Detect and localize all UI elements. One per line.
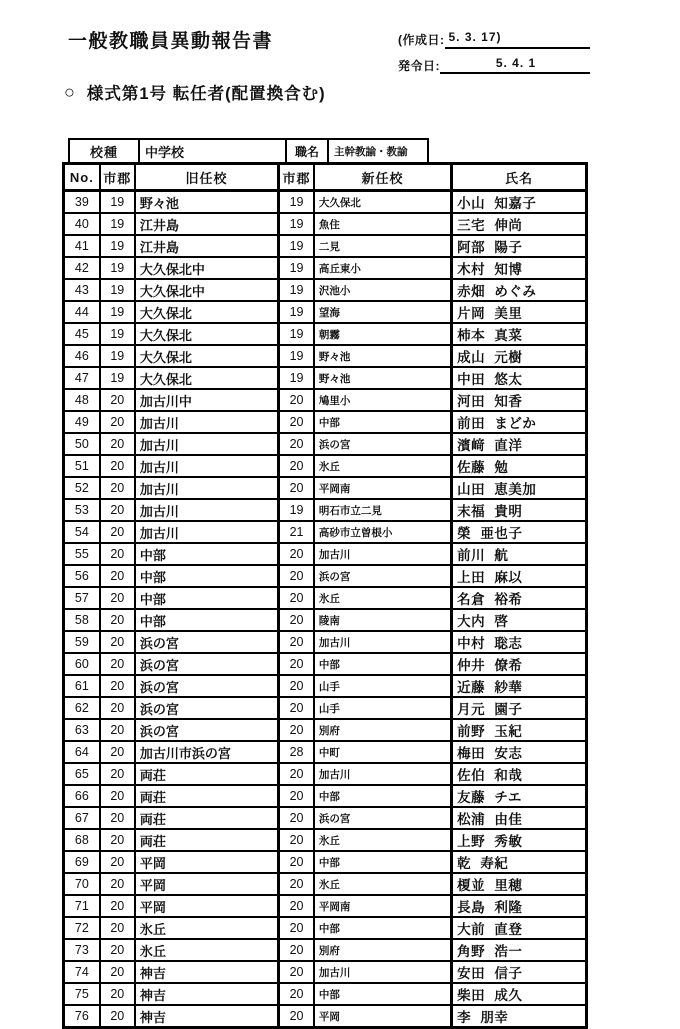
old-school: 両荘 xyxy=(135,807,279,829)
old-school: 加古川 xyxy=(135,433,279,455)
new-school: 氷丘 xyxy=(314,873,452,895)
old-city-code: 20 xyxy=(100,543,135,565)
teacher-name: 上野 秀敏 xyxy=(452,829,587,851)
new-city-code: 20 xyxy=(279,719,314,741)
old-city-code: 20 xyxy=(100,917,135,939)
issued-date-label: 発令日: xyxy=(398,58,440,73)
table-row xyxy=(64,653,587,675)
new-school: 魚住 xyxy=(314,213,452,235)
old-school: 中部 xyxy=(135,587,279,609)
old-school: 平岡 xyxy=(135,873,279,895)
new-city-code: 20 xyxy=(279,851,314,873)
table-row xyxy=(64,499,587,521)
new-city-code: 20 xyxy=(279,807,314,829)
new-city-code: 21 xyxy=(279,521,314,543)
old-city-code: 20 xyxy=(100,939,135,961)
issued-date-line xyxy=(398,56,590,75)
teacher-name: 近藤 紗華 xyxy=(452,675,587,697)
new-city-code: 20 xyxy=(279,785,314,807)
old-school: 中部 xyxy=(135,609,279,631)
teacher-name: 柴田 成久 xyxy=(452,983,587,1005)
teacher-name: 濱﨑 直洋 xyxy=(452,433,587,455)
row-no: 62 xyxy=(64,697,100,719)
issued-date-value: 5. 4. 1 xyxy=(440,56,590,75)
row-no: 51 xyxy=(64,455,100,477)
old-city-code: 20 xyxy=(100,785,135,807)
new-school: 浜の宮 xyxy=(314,807,452,829)
new-school: 中部 xyxy=(314,411,452,433)
old-school: 氷丘 xyxy=(135,939,279,961)
new-city-code: 20 xyxy=(279,653,314,675)
new-city-code: 19 xyxy=(279,257,314,279)
teacher-name: 山田 恵美加 xyxy=(452,477,587,499)
new-school: 朝霧 xyxy=(314,323,452,345)
teacher-name: 大内 啓 xyxy=(452,609,587,631)
row-no: 41 xyxy=(64,235,100,257)
new-school: 浜の宮 xyxy=(314,433,452,455)
teacher-name: 角野 浩一 xyxy=(452,939,587,961)
old-city-code: 20 xyxy=(100,851,135,873)
row-no: 68 xyxy=(64,829,100,851)
old-city-code: 20 xyxy=(100,697,135,719)
new-city-code: 20 xyxy=(279,983,314,1005)
old-city-code: 19 xyxy=(100,191,135,214)
old-city-code: 20 xyxy=(100,389,135,411)
table-row xyxy=(64,697,587,719)
old-school: 大久保北 xyxy=(135,345,279,367)
new-school: 野々池 xyxy=(314,345,452,367)
row-no: 73 xyxy=(64,939,100,961)
old-school: 加古川中 xyxy=(135,389,279,411)
old-city-code: 20 xyxy=(100,433,135,455)
new-city-code: 19 xyxy=(279,213,314,235)
old-school: 浜の宮 xyxy=(135,675,279,697)
new-city-code: 20 xyxy=(279,697,314,719)
old-school: 野々池 xyxy=(135,191,279,214)
new-city-code: 28 xyxy=(279,741,314,763)
created-date-value: 5. 3. 17) xyxy=(445,30,591,49)
old-city-code: 19 xyxy=(100,323,135,345)
table-row xyxy=(64,235,587,257)
old-school: 中部 xyxy=(135,565,279,587)
old-city-code: 19 xyxy=(100,235,135,257)
row-no: 63 xyxy=(64,719,100,741)
new-city-code: 20 xyxy=(279,873,314,895)
teacher-name: 友藤 チエ xyxy=(452,785,587,807)
old-school: 大久保北 xyxy=(135,323,279,345)
old-school: 大久保北中 xyxy=(135,279,279,301)
old-city-code: 19 xyxy=(100,213,135,235)
info-row xyxy=(69,139,428,163)
table-row xyxy=(64,323,587,345)
old-city-code: 20 xyxy=(100,499,135,521)
row-no: 65 xyxy=(64,763,100,785)
table-row xyxy=(64,565,587,587)
new-city-code: 20 xyxy=(279,763,314,785)
old-city-code: 19 xyxy=(100,301,135,323)
table-row xyxy=(64,1005,587,1028)
new-school: 別府 xyxy=(314,939,452,961)
old-city-code: 20 xyxy=(100,983,135,1005)
table-row xyxy=(64,521,587,543)
row-no: 59 xyxy=(64,631,100,653)
teacher-name: 李 朋幸 xyxy=(452,1005,587,1028)
teacher-name: 前田 まどか xyxy=(452,411,587,433)
teacher-name: 上田 麻以 xyxy=(452,565,587,587)
teacher-name: 木村 知博 xyxy=(452,257,587,279)
row-no: 39 xyxy=(64,191,100,214)
table-row xyxy=(64,895,587,917)
table-row xyxy=(64,785,587,807)
old-school: 平岡 xyxy=(135,895,279,917)
old-school: 両荘 xyxy=(135,763,279,785)
old-city-code: 20 xyxy=(100,829,135,851)
teacher-name: 松浦 由佳 xyxy=(452,807,587,829)
row-no: 47 xyxy=(64,367,100,389)
transfer-table-header xyxy=(64,164,587,191)
new-city-code: 20 xyxy=(279,477,314,499)
new-school: 二見 xyxy=(314,235,452,257)
new-school: 中部 xyxy=(314,653,452,675)
table-row xyxy=(64,411,587,433)
old-city-code: 20 xyxy=(100,609,135,631)
new-school: 平岡南 xyxy=(314,477,452,499)
row-no: 55 xyxy=(64,543,100,565)
new-city-code: 20 xyxy=(279,675,314,697)
new-city-code: 19 xyxy=(279,499,314,521)
teacher-name: 榮 亜也子 xyxy=(452,521,587,543)
table-row xyxy=(64,873,587,895)
teacher-name: 阿部 陽子 xyxy=(452,235,587,257)
teacher-name: 成山 元樹 xyxy=(452,345,587,367)
old-school: 浜の宮 xyxy=(135,653,279,675)
row-no: 61 xyxy=(64,675,100,697)
old-school: 両荘 xyxy=(135,829,279,851)
old-school: 江井島 xyxy=(135,235,279,257)
row-no: 69 xyxy=(64,851,100,873)
header-old-city: 市郡 xyxy=(100,164,135,191)
old-city-code: 20 xyxy=(100,565,135,587)
old-city-code: 20 xyxy=(100,653,135,675)
old-city-code: 20 xyxy=(100,455,135,477)
new-school: 鳩里小 xyxy=(314,389,452,411)
teacher-name: 前川 航 xyxy=(452,543,587,565)
new-school: 明石市立二見 xyxy=(314,499,452,521)
new-city-code: 20 xyxy=(279,587,314,609)
old-school: 加古川 xyxy=(135,477,279,499)
old-school: 氷丘 xyxy=(135,917,279,939)
old-school: 浜の宮 xyxy=(135,697,279,719)
table-row xyxy=(64,433,587,455)
transfer-table-body xyxy=(64,191,587,1028)
position-label: 職名 xyxy=(286,139,328,163)
new-city-code: 20 xyxy=(279,895,314,917)
old-city-code: 20 xyxy=(100,719,135,741)
teacher-name: 佐藤 勉 xyxy=(452,455,587,477)
new-city-code: 19 xyxy=(279,345,314,367)
row-no: 52 xyxy=(64,477,100,499)
new-school: 山手 xyxy=(314,697,452,719)
old-school: 加古川 xyxy=(135,499,279,521)
new-school: 氷丘 xyxy=(314,455,452,477)
table-row xyxy=(64,631,587,653)
new-school: 高砂市立曽根小 xyxy=(314,521,452,543)
row-no: 50 xyxy=(64,433,100,455)
new-school: 氷丘 xyxy=(314,587,452,609)
school-type-label: 校種 xyxy=(69,139,139,163)
new-school: 浜の宮 xyxy=(314,565,452,587)
row-no: 43 xyxy=(64,279,100,301)
old-school: 両荘 xyxy=(135,785,279,807)
old-city-code: 20 xyxy=(100,631,135,653)
new-school: 平岡南 xyxy=(314,895,452,917)
row-no: 44 xyxy=(64,301,100,323)
new-school: 平岡 xyxy=(314,1005,452,1028)
teacher-name: 乾 寿紀 xyxy=(452,851,587,873)
table-row xyxy=(64,741,587,763)
table-row xyxy=(64,939,587,961)
row-no: 60 xyxy=(64,653,100,675)
row-no: 66 xyxy=(64,785,100,807)
old-city-code: 20 xyxy=(100,587,135,609)
old-city-code: 20 xyxy=(100,895,135,917)
old-city-code: 19 xyxy=(100,367,135,389)
header-row xyxy=(64,164,587,191)
new-city-code: 20 xyxy=(279,917,314,939)
new-city-code: 20 xyxy=(279,939,314,961)
row-no: 67 xyxy=(64,807,100,829)
old-school: 大久保北 xyxy=(135,301,279,323)
table-row xyxy=(64,829,587,851)
old-city-code: 19 xyxy=(100,345,135,367)
new-school: 氷丘 xyxy=(314,829,452,851)
old-school: 浜の宮 xyxy=(135,719,279,741)
old-city-code: 20 xyxy=(100,763,135,785)
old-school: 加古川 xyxy=(135,521,279,543)
school-type-value: 中学校 xyxy=(139,139,286,163)
old-school: 神吉 xyxy=(135,961,279,983)
row-no: 76 xyxy=(64,1005,100,1028)
new-school: 大久保北 xyxy=(314,191,452,214)
table-row xyxy=(64,983,587,1005)
new-city-code: 19 xyxy=(279,191,314,214)
teacher-name: 小山 知嘉子 xyxy=(452,191,587,214)
old-city-code: 19 xyxy=(100,257,135,279)
table-row xyxy=(64,477,587,499)
row-no: 48 xyxy=(64,389,100,411)
table-row xyxy=(64,367,587,389)
new-city-code: 20 xyxy=(279,455,314,477)
created-date-label: (作成日: xyxy=(398,33,445,47)
date-block xyxy=(398,30,590,74)
old-city-code: 20 xyxy=(100,675,135,697)
teacher-name: 月元 園子 xyxy=(452,697,587,719)
new-school: 中部 xyxy=(314,851,452,873)
form-subtitle xyxy=(64,80,326,104)
new-city-code: 19 xyxy=(279,301,314,323)
new-school: 中部 xyxy=(314,983,452,1005)
row-no: 75 xyxy=(64,983,100,1005)
transfer-table xyxy=(62,162,588,1029)
new-city-code: 20 xyxy=(279,1005,314,1028)
new-city-code: 20 xyxy=(279,543,314,565)
new-school: 望海 xyxy=(314,301,452,323)
new-city-code: 20 xyxy=(279,609,314,631)
new-city-code: 19 xyxy=(279,323,314,345)
new-school: 陵南 xyxy=(314,609,452,631)
teacher-name: 河田 知香 xyxy=(452,389,587,411)
table-row xyxy=(64,455,587,477)
teacher-name: 中田 悠太 xyxy=(452,367,587,389)
old-school: 江井島 xyxy=(135,213,279,235)
old-school: 神吉 xyxy=(135,983,279,1005)
teacher-name: 名倉 裕希 xyxy=(452,587,587,609)
table-row xyxy=(64,345,587,367)
old-city-code: 19 xyxy=(100,279,135,301)
old-school: 神吉 xyxy=(135,1005,279,1028)
table-row xyxy=(64,851,587,873)
new-school: 別府 xyxy=(314,719,452,741)
old-school: 大久保北 xyxy=(135,367,279,389)
table-row xyxy=(64,257,587,279)
old-school: 浜の宮 xyxy=(135,631,279,653)
new-school: 沢池小 xyxy=(314,279,452,301)
new-school: 中部 xyxy=(314,917,452,939)
table-row xyxy=(64,301,587,323)
row-no: 64 xyxy=(64,741,100,763)
row-no: 74 xyxy=(64,961,100,983)
old-city-code: 20 xyxy=(100,741,135,763)
circle-bullet-icon: ○ xyxy=(64,81,76,102)
row-no: 56 xyxy=(64,565,100,587)
new-school: 加古川 xyxy=(314,763,452,785)
row-no: 71 xyxy=(64,895,100,917)
row-no: 72 xyxy=(64,917,100,939)
row-no: 42 xyxy=(64,257,100,279)
table-row xyxy=(64,389,587,411)
table-row xyxy=(64,279,587,301)
row-no: 46 xyxy=(64,345,100,367)
row-no: 70 xyxy=(64,873,100,895)
table-row xyxy=(64,763,587,785)
table-row xyxy=(64,917,587,939)
header-old-school: 旧任校 xyxy=(135,164,279,191)
table-row xyxy=(64,719,587,741)
teacher-name: 佐伯 和哉 xyxy=(452,763,587,785)
page-title: 一般教職員異動報告書 xyxy=(68,31,274,52)
new-city-code: 19 xyxy=(279,235,314,257)
created-date-line xyxy=(398,30,590,49)
row-no: 54 xyxy=(64,521,100,543)
teacher-name: 三宅 伸尚 xyxy=(452,213,587,235)
new-city-code: 19 xyxy=(279,367,314,389)
table-row xyxy=(64,609,587,631)
teacher-name: 長島 利隆 xyxy=(452,895,587,917)
header-new-city: 市郡 xyxy=(279,164,314,191)
old-school: 加古川市浜の宮 xyxy=(135,741,279,763)
new-city-code: 20 xyxy=(279,565,314,587)
row-no: 49 xyxy=(64,411,100,433)
old-city-code: 20 xyxy=(100,477,135,499)
old-school: 中部 xyxy=(135,543,279,565)
teacher-name: 安田 信子 xyxy=(452,961,587,983)
row-no: 45 xyxy=(64,323,100,345)
row-no: 53 xyxy=(64,499,100,521)
table-row xyxy=(64,191,587,214)
teacher-name: 榎並 里穂 xyxy=(452,873,587,895)
old-city-code: 20 xyxy=(100,1005,135,1028)
new-city-code: 20 xyxy=(279,631,314,653)
teacher-name: 大前 直登 xyxy=(452,917,587,939)
new-school: 野々池 xyxy=(314,367,452,389)
teacher-name: 赤畑 めぐみ xyxy=(452,279,587,301)
old-city-code: 20 xyxy=(100,521,135,543)
header-new-school: 新任校 xyxy=(314,164,452,191)
position-value: 主幹教諭・教諭 xyxy=(328,139,428,163)
old-city-code: 20 xyxy=(100,411,135,433)
row-no: 58 xyxy=(64,609,100,631)
old-school: 加古川 xyxy=(135,411,279,433)
header-no: No. xyxy=(64,164,100,191)
teacher-name: 梅田 安志 xyxy=(452,741,587,763)
new-school: 加古川 xyxy=(314,961,452,983)
new-city-code: 20 xyxy=(279,961,314,983)
table-row xyxy=(64,675,587,697)
table-row xyxy=(64,543,587,565)
old-school: 大久保北中 xyxy=(135,257,279,279)
row-no: 57 xyxy=(64,587,100,609)
new-school: 加古川 xyxy=(314,631,452,653)
new-city-code: 19 xyxy=(279,279,314,301)
teacher-name: 片岡 美里 xyxy=(452,301,587,323)
new-city-code: 20 xyxy=(279,389,314,411)
teacher-name: 柿本 真菜 xyxy=(452,323,587,345)
table-row xyxy=(64,807,587,829)
new-school: 中町 xyxy=(314,741,452,763)
old-school: 加古川 xyxy=(135,455,279,477)
new-school: 山手 xyxy=(314,675,452,697)
new-school: 加古川 xyxy=(314,543,452,565)
table-row xyxy=(64,961,587,983)
old-school: 平岡 xyxy=(135,851,279,873)
old-city-code: 20 xyxy=(100,807,135,829)
header-name: 氏名 xyxy=(452,164,587,191)
new-school: 高丘東小 xyxy=(314,257,452,279)
new-city-code: 20 xyxy=(279,433,314,455)
form-subtitle-text: 様式第1号 転任者(配置換含む) xyxy=(86,85,326,103)
new-city-code: 20 xyxy=(279,411,314,433)
table-row xyxy=(64,587,587,609)
teacher-name: 末福 貴明 xyxy=(452,499,587,521)
teacher-name: 中村 聡志 xyxy=(452,631,587,653)
new-school: 中部 xyxy=(314,785,452,807)
row-no: 40 xyxy=(64,213,100,235)
school-type-position-table xyxy=(68,138,429,164)
new-city-code: 20 xyxy=(279,829,314,851)
teacher-name: 前野 玉紀 xyxy=(452,719,587,741)
teacher-name: 仲井 僚希 xyxy=(452,653,587,675)
old-city-code: 20 xyxy=(100,961,135,983)
table-row xyxy=(64,213,587,235)
old-city-code: 20 xyxy=(100,873,135,895)
